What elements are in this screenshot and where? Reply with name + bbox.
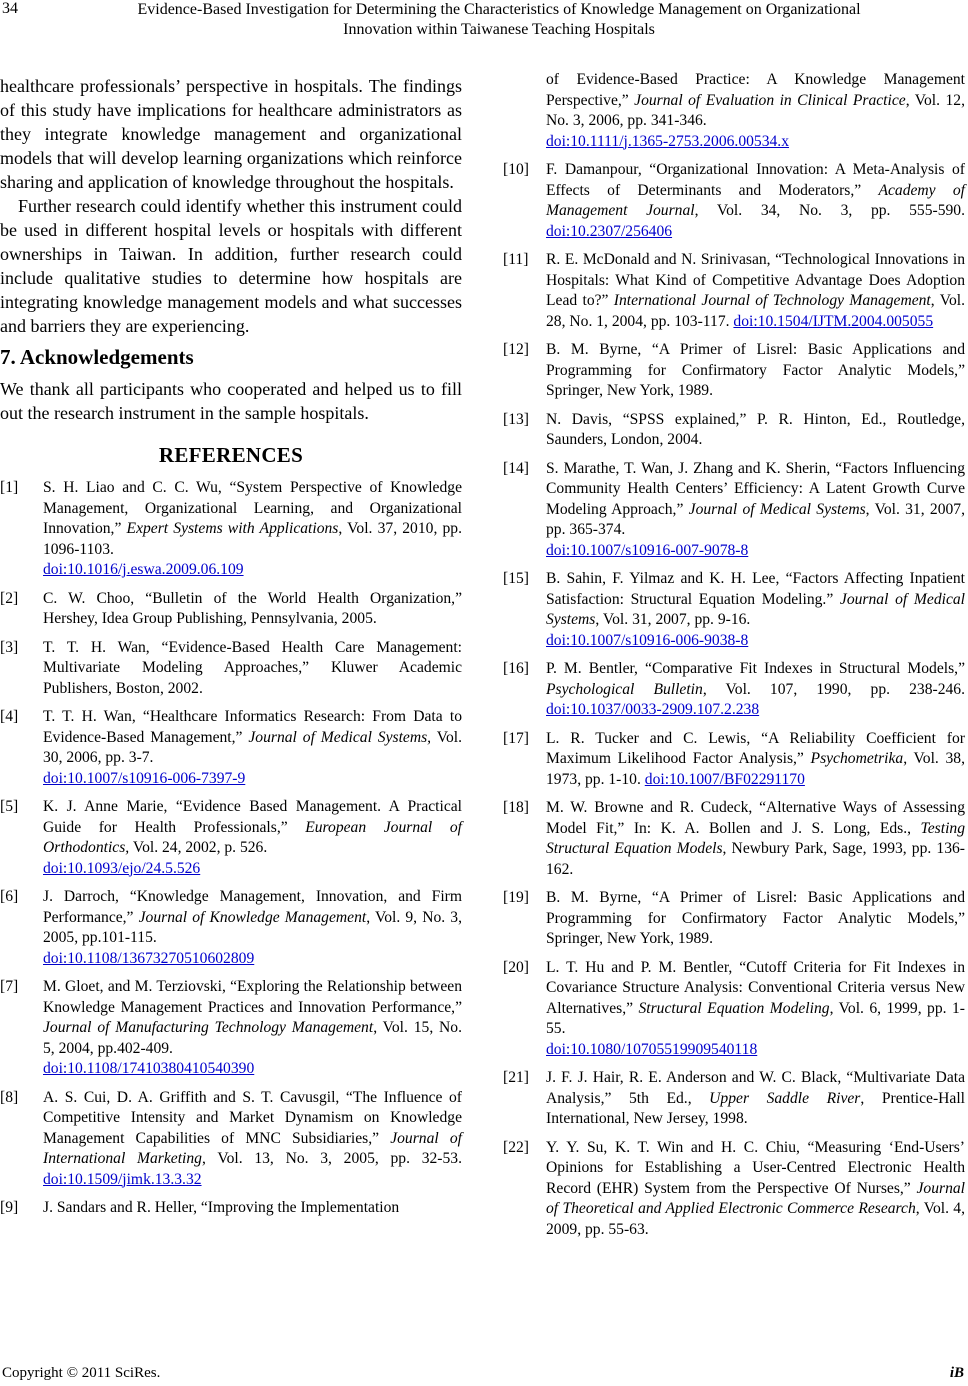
running-title-line2: Innovation within Taiwanese Teaching Hospitals <box>343 21 655 38</box>
reference-text <box>546 888 965 950</box>
running-title-line1: Evidence-Based Investigation for Determining the Characteristics of Knowledge Management on Organizational <box>137 1 861 18</box>
reference-number: [16] <box>503 660 529 677</box>
left-column <box>0 70 462 1227</box>
doi-link[interactable]: doi:10.1093/ejo/24.5.526 <box>43 859 201 877</box>
reference-item <box>503 250 965 332</box>
reference-number: [2] <box>0 589 19 607</box>
reference-item <box>503 958 965 1061</box>
reference-source: Expert Systems with Applications <box>126 520 339 537</box>
reference-text <box>43 589 462 630</box>
reference-number: [13] <box>503 410 529 428</box>
reference-authors-title: B. M. Byrne, “A Primer of Lisrel: Basic Applications and Programming for Confirmatory Factor Analytic Models,” Springer, New York, 1989. <box>546 889 965 947</box>
doi-link[interactable]: doi:10.2307/256406 <box>546 222 673 240</box>
reference-number: [1] <box>0 479 19 496</box>
reference-details: , Newbury Park, Sage, 1993, pp. 136-162. <box>546 840 965 878</box>
reference-source: Journal of Evaluation in Clinical Practice <box>634 91 906 109</box>
reference-authors-title: K. J. Anne Marie, “Evidence Based Management. A Practical Guide for Health Professionals,” <box>43 798 462 836</box>
reference-item <box>503 729 965 791</box>
reference-text <box>546 340 965 402</box>
page-footer <box>0 1360 968 1386</box>
reference-item <box>503 1068 965 1130</box>
reference-details: , Vol. 28, No. 1, 2004, pp. 103-117. <box>546 292 966 330</box>
paragraph-2: Further research could identify whether this instrument could be used in different hospital levels or hospitals with different ownerships in Taiwan. In addition, further research could include qualitative studies to determine how hospitals are integrating knowledge management models and what successes and barriers they are experiencing. <box>0 196 462 336</box>
reference-authors-title: B. M. Byrne, “A Primer of Lisrel: Basic Applications and Programming for Confirmatory Factor Analytic Models,” Springer, New York, 1989. <box>546 341 965 399</box>
reference-authors-title: J. Darroch, “Knowledge Management, Innovation, and Firm Performance,” <box>43 888 462 926</box>
reference-text <box>43 1088 462 1191</box>
references-heading: REFERENCES <box>158 443 304 467</box>
reference-source: Journal of Theoretical and Applied Electronic Commerce Research <box>546 1179 965 1217</box>
reference-details: , Vol. 9, No. 3, 2005, pp.101-115. <box>43 908 462 946</box>
reference-source: European Journal of Orthodontics, <box>43 818 462 856</box>
reference-text <box>546 958 965 1061</box>
reference-authors-title: P. M. Bentler, “Comparative Fit Indexes in Structural Models,” <box>546 660 965 677</box>
reference-number: [14] <box>503 459 529 477</box>
reference-number: [4] <box>0 708 19 725</box>
journal-abbrev: iB <box>949 1365 964 1381</box>
reference-authors-title: T. T. H. Wan, “Evidence-Based Health Care Management: Multivariate Modeling Approaches,” Kluwer Academic Publishers, Boston, 2002. <box>43 638 462 697</box>
reference-authors-title: S. H. Liao and C. C. Wu, “System Perspective of Knowledge Management, Organizational Learning, and Organizational Innovation,” <box>43 479 462 537</box>
reference-authors-title-cont: of Evidence-Based Practice: A Knowledge Management Perspective,” <box>546 71 965 109</box>
reference-source: Journal of Knowledge Management <box>138 908 367 926</box>
reference-authors-title: M. W. Browne and R. Cudeck, “Alternative Ways of Assessing Model Fit,” In: K. A. Bollen and J. S. Long, Eds., <box>546 799 965 837</box>
reference-text <box>43 797 462 879</box>
reference-details: Vol. 30, 2006, pp. 3-7. <box>43 728 462 766</box>
doi-link[interactable]: doi:10.1509/jimk.13.3.32 <box>43 1170 202 1188</box>
running-title <box>30 0 968 40</box>
reference-item <box>0 707 462 789</box>
reference-item <box>503 459 965 562</box>
reference-item <box>0 887 462 969</box>
doi-link[interactable]: doi:10.1108/13673270510602809 <box>43 949 255 967</box>
doi-link[interactable]: doi:10.1108/17410380410540390 <box>43 1060 255 1077</box>
reference-source: Testing Structural Equation Models <box>546 819 965 857</box>
reference-number: [8] <box>0 1088 19 1106</box>
reference-text <box>43 707 462 789</box>
reference-details: , Vol. 38, 1973, pp. 1-10. <box>546 750 965 788</box>
reference-number: [22] <box>503 1138 529 1156</box>
reference-details: , Vol. 31, 2007, pp. 365-374. <box>546 500 966 538</box>
reference-authors-title: T. T. H. Wan, “Healthcare Informatics Research: From Data to Evidence-Based Management,” <box>43 708 462 746</box>
reference-details: , Vol. 34, No. 3, pp. 555-590. <box>694 202 965 219</box>
reference-authors-title: F. Damanpour, “Organizational Innovation: A Meta-Analysis of Effects of Determinants and Moderators,” <box>546 161 965 199</box>
paragraph-1: healthcare professionals’ perspective in hospitals. The findings of this study have implications for healthcare administrators as they integrate knowledge management and organizational models that will develop learning organizations which reinforce sharing and application of knowledge throughout the hospitals. <box>0 76 462 192</box>
reference-details: , Vol. 4, 2009, pp. 55-63. <box>546 1200 965 1238</box>
page-number: 34 <box>2 0 18 17</box>
reference-authors-title: M. Gloet, and M. Terziovski, “Exploring the Relationship between Knowledge Management Practices and Innovation Performance,” <box>43 978 462 1016</box>
doi-link[interactable]: doi:10.1504/IJTM.2004.005055 <box>733 312 934 330</box>
reference-authors-title: L. R. Tucker and C. Lewis, “A Reliability Coefficient for Maximum Likelihood Factor Analysis,” <box>546 729 965 767</box>
reference-authors-title: R. E. McDonald and N. Srinivasan, “Technological Innovations in Hospitals: What Kind of Competitive Advantage Does Adoption Lead to?” <box>546 251 965 309</box>
reference-details: , Vol. 6, 1999, pp. 1-55. <box>546 999 965 1037</box>
reference-item <box>503 798 965 880</box>
reference-number: [12] <box>503 341 529 358</box>
reference-authors-title: Y. Y. Su, K. T. Win and H. C. Chiu, “Measuring ‘End-Users’ Opinions for Establishing a User-Centred Electronic Health Record (EHR) System from the Perspective Of Nurses,” <box>546 1138 965 1197</box>
page-header <box>0 0 968 50</box>
reference-details: , Vol. 15, No. 5, 2004, pp.402-409. <box>43 1019 462 1057</box>
reference-details: Vol. 24, 2002, p. 526. <box>129 839 268 856</box>
reference-source: Journal of Manufacturing Technology Management <box>43 1019 374 1036</box>
reference-item <box>503 569 965 651</box>
reference-text <box>43 478 462 581</box>
doi-link[interactable]: doi:10.1007/s10916-006-9038-8 <box>546 631 749 649</box>
doi-link[interactable]: doi:10.1111/j.1365-2753.2006.00534.x <box>546 132 789 150</box>
reference-text <box>546 250 965 332</box>
reference-details: , Prentice-Hall International, New Jersey, 1998. <box>546 1089 965 1127</box>
reference-item <box>503 1138 965 1241</box>
reference-source: Psychological Bulletin <box>546 680 703 698</box>
reference-text <box>43 977 462 1080</box>
doi-link[interactable]: doi:10.1037/0033-2909.107.2.238 <box>546 701 760 718</box>
doi-link[interactable]: doi:10.1080/10705519909540118 <box>546 1040 758 1058</box>
doi-link[interactable]: doi:10.1007/BF02291170 <box>644 770 805 788</box>
reference-details: , Vol. 31, 2007, pp. 9-16. <box>595 611 751 628</box>
reference-text <box>43 1198 462 1219</box>
reference-number: [3] <box>0 638 19 656</box>
reference-authors-title: A. S. Cui, D. A. Griffith and S. T. Cavusgil, “The Influence of Competitive Intensity and Market Dynamism on Knowledge Management Capabilities of MNC Subsidiaries,” <box>43 1088 462 1147</box>
reference-text <box>43 887 462 969</box>
reference-source: Academy of Management Journal <box>546 181 965 219</box>
reference-source: Upper Saddle River <box>709 1089 861 1107</box>
reference-item <box>503 340 965 402</box>
reference-item <box>503 888 965 950</box>
doi-link[interactable]: doi:10.1007/s10916-007-9078-8 <box>546 541 749 559</box>
reference-item-continued <box>503 70 965 152</box>
reference-authors-title: S. Marathe, T. Wan, J. Zhang and K. Sherin, “Factors Influencing Community Health Centers’ Efficiency: A Latent Growth Curve Modeling Approach,” <box>546 459 965 518</box>
reference-number: [15] <box>503 570 529 587</box>
reference-number: [7] <box>0 978 19 995</box>
doi-link[interactable]: doi:10.1016/j.eswa.2009.06.109 <box>43 561 244 578</box>
reference-source: Psychometrika <box>810 750 904 767</box>
copyright-notice: Copyright © 2011 SciRes. <box>2 1365 161 1381</box>
reference-text <box>546 1138 965 1241</box>
reference-item <box>0 977 462 1080</box>
reference-text <box>546 160 965 242</box>
acknowledgements-heading: 7. Acknowledgements <box>0 345 194 369</box>
reference-number: [19] <box>503 889 529 906</box>
reference-item <box>0 1088 462 1191</box>
reference-source: Structural Equation Modeling <box>638 999 830 1017</box>
reference-source: International Journal of Technology Management <box>613 292 931 309</box>
reference-text <box>546 410 965 451</box>
reference-item <box>0 797 462 879</box>
reference-item <box>0 478 462 581</box>
reference-source: Journal of Medical Systems <box>688 500 866 518</box>
reference-details: , Vol. 12, No. 3, 2006, pp. 341-346. <box>546 91 965 129</box>
reference-item <box>503 410 965 451</box>
reference-number: [9] <box>0 1199 19 1216</box>
reference-number: [11] <box>503 251 529 268</box>
reference-authors-title: L. T. Hu and P. M. Bentler, “Cutoff Criteria for Fit Indexes in Covariance Structure Analysis: Conventional Criteria versus New Alternatives,” <box>546 958 965 1017</box>
reference-text <box>546 459 965 562</box>
reference-number: [6] <box>0 888 19 905</box>
reference-text <box>546 659 965 721</box>
reference-text <box>546 798 965 880</box>
reference-number: [10] <box>503 161 529 178</box>
reference-item <box>503 160 965 242</box>
reference-text <box>546 569 965 651</box>
reference-authors-title: C. W. Choo, “Bulletin of the World Health Organization,” Hershey, Idea Group Publishing, Pennsylvania, 2005. <box>43 589 462 627</box>
reference-authors-title: N. Davis, “SPSS explained,” P. R. Hinton, Ed., Routledge, Saunders, London, 2004. <box>546 410 965 448</box>
reference-number: [5] <box>0 798 19 815</box>
reference-item <box>0 638 462 700</box>
reference-number: [17] <box>503 729 529 747</box>
reference-item <box>503 659 965 721</box>
doi-link[interactable]: doi:10.1007/s10916-006-7397-9 <box>43 769 246 787</box>
reference-details: , Vol. 13, No. 3, 2005, pp. 32-53. <box>201 1150 462 1167</box>
reference-authors-title: B. Sahin, F. Yilmaz and K. H. Lee, “Factors Affecting Inpatient Satisfaction: Structural Equation Modeling.” <box>546 570 965 608</box>
reference-text <box>546 729 965 791</box>
reference-number: [21] <box>503 1069 529 1086</box>
reference-number: [18] <box>503 799 529 816</box>
reference-text <box>546 70 965 152</box>
reference-text <box>546 1068 965 1130</box>
reference-item <box>0 589 462 630</box>
reference-text <box>43 638 462 700</box>
reference-details: , Vol. 37, 2010, pp. 1096-1103. <box>43 520 463 558</box>
reference-authors-title: J. Sandars and R. Heller, “Improving the Implementation <box>43 1199 400 1216</box>
reference-details: , Vol. 107, 1990, pp. 238-246. <box>702 680 965 698</box>
right-column <box>503 70 965 1248</box>
references-list-right <box>503 70 965 1240</box>
reference-source: Journal of Medical Systems <box>546 590 966 628</box>
reference-authors-title: J. F. J. Hair, R. E. Anderson and W. C. Black, “Multivariate Data Analysis,” 5th Ed., <box>546 1069 965 1107</box>
reference-source: Journal of Medical Systems, <box>248 728 432 746</box>
acknowledgements-text: We thank all participants who cooperated and helped us to fill out the research instrument in the sample hospitals. <box>0 379 462 423</box>
reference-item <box>0 1198 462 1219</box>
references-list-left <box>0 478 462 1219</box>
reference-number: [20] <box>503 958 529 976</box>
reference-source: Journal of International Marketing <box>43 1129 462 1167</box>
